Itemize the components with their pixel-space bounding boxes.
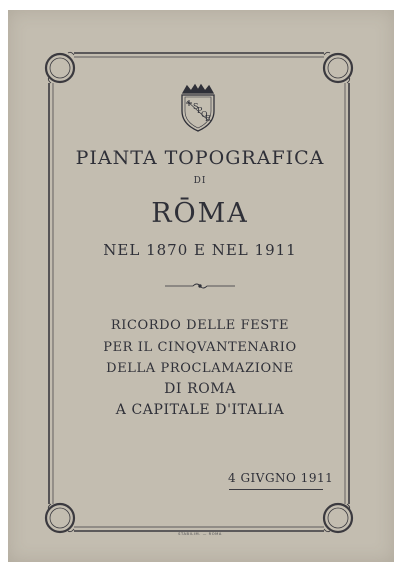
years-line: NEL 1870 E NEL 1911 [103, 241, 297, 259]
body-line: PER IL CINQVANTENARIO [103, 340, 297, 355]
publisher-imprint: STABILIM. — ROMA [178, 532, 222, 536]
spqr-crest-icon [178, 83, 218, 133]
svg-text:R: R [205, 114, 212, 123]
divider-ornament-icon [165, 282, 235, 290]
date-underline [229, 489, 323, 490]
body-line: DELLA PROCLAMAZIONE [106, 361, 294, 376]
svg-text:S: S [193, 102, 199, 111]
body-line: DI ROMA [164, 381, 236, 397]
body-line: A CAPITALE D'ITALIA [115, 402, 285, 418]
title-line: PIANTA TOPOGRAFICA [75, 147, 325, 169]
city-name: RŌMA [151, 198, 249, 229]
svg-text:P: P [197, 106, 203, 115]
svg-text:Q: Q [201, 110, 208, 119]
title-preposition: DI [193, 176, 207, 186]
date-text: 4 GIVGNO 1911 [228, 471, 334, 485]
body-line: RICORDO DELLE FESTE [110, 318, 290, 333]
